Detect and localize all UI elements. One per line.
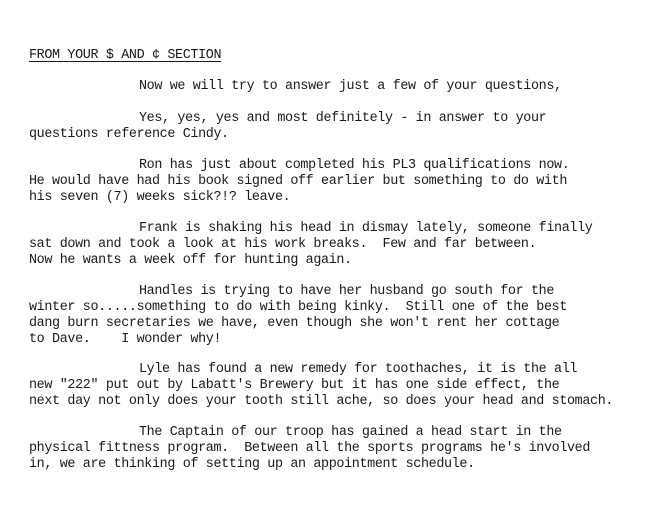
paragraph-5-line-1: Handles is trying to have her husband go south for the [139,284,555,299]
paragraph-6-line-3: next day not only does your tooth still ache, so does your head and stomach. [29,394,614,409]
paragraph-7-line-1: The Captain of our troop has gained a head start in the [139,425,562,440]
paragraph-4-line-3: Now he wants a week off for hunting again. [29,253,352,268]
paragraph-3-line-3: his seven (7) weeks sick?!? leave. [29,190,291,205]
paragraph-1-line-1: Now we will try to answer just a few of your questions, [139,79,562,94]
section-heading: FROM YOUR $ AND ¢ SECTION [29,48,222,63]
paragraph-2-line-1: Yes, yes, yes and most definitely - in answer to your [139,111,547,126]
paragraph-7-line-2: physical fittness program. Between all the sports programs he's involved [29,441,591,456]
paragraph-4-line-2: sat down and took a look at his work breaks. Few and far between. [29,237,537,252]
paragraph-6-line-1: Lyle has found a new remedy for toothaches, it is the all [139,362,578,377]
paragraph-5-line-4: to Dave. I wonder why! [29,332,222,347]
paragraph-5-line-2: winter so.....something to do with being kinky. Still one of the best [29,300,567,315]
paragraph-7-line-3: in, we are thinking of setting up an appointment schedule. [29,457,475,472]
paragraph-4-line-1: Frank is shaking his head in dismay lately, someone finally [139,221,593,236]
paragraph-6-line-2: new "222" put out by Labatt's Brewery but it has one side effect, the [29,378,560,393]
paragraph-2-line-2: questions reference Cindy. [29,127,229,142]
paragraph-3-line-1: Ron has just about completed his PL3 qualifications now. [139,158,570,173]
paragraph-5-line-3: dang burn secretaries we have, even though she won't rent her cottage [29,316,560,331]
paragraph-3-line-2: He would have had his book signed off earlier but something to do with [29,174,567,189]
